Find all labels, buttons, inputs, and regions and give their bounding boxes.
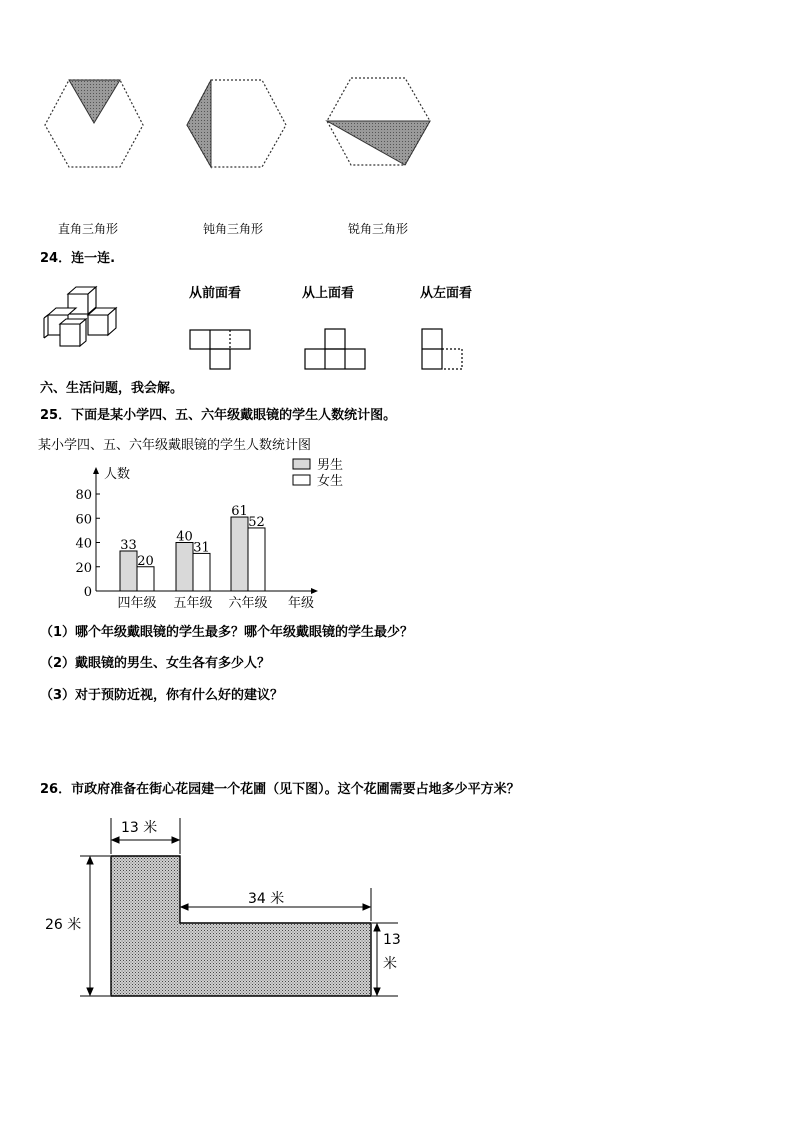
legend-label: 男生 [317,458,344,473]
q24-title: 24．连一连. [40,251,116,266]
bar [120,551,137,591]
hexagon-label-acute: 锐角三角形 [348,222,409,236]
dim-top-label: 13 米 [121,820,158,836]
x-axis-title: 年级 [288,596,315,611]
bar-value-label: 61 [231,504,248,520]
bar [231,517,248,591]
bar-value-label: 52 [248,514,265,530]
dim-34-label: 34 米 [248,891,285,907]
chart-title: 某小学四、五、六年级戴眼镜的学生人数统计图 [38,438,312,453]
flower-bed-figure [0,810,420,1010]
legend-swatch [293,475,310,485]
y-tick-label: 80 [75,488,92,503]
bar-value-label: 33 [120,537,137,553]
bar-value-label: 31 [193,540,210,556]
x-tick-label: 四年级 [117,596,157,611]
q25-question-3: （3）对于预防近视，你有什么好的建议？ [40,688,284,703]
x-tick-label: 六年级 [228,596,268,611]
dim-right-number: 13 [383,932,401,948]
y-axis-arrow [93,467,99,474]
q26-title: 26．市政府准备在街心花园建一个花圃（见下图）。这个花圃需要占地多少平方米？ [40,782,520,797]
bar [137,567,154,591]
section6-title: 六、生活问题，我会解。 [40,381,184,396]
bar [193,553,210,591]
y-tick-label: 40 [75,536,92,552]
bar-value-label: 40 [176,529,193,545]
q25-question-1: （1）哪个年级戴眼镜的学生最多？哪个年级戴眼镜的学生最少？ [40,625,414,640]
hexagon-obtuse-triangle [187,80,286,167]
legend-swatch [293,459,310,469]
view-front-label: 从前面看 [189,286,242,301]
q25-question-2: （2）戴眼镜的男生、女生各有多少人？ [40,656,271,671]
y-tick-label: 60 [75,512,92,528]
bar [248,528,265,591]
bar-chart [60,450,360,615]
y-tick-label: 0 [83,585,92,600]
bar [176,543,193,592]
view-left-label: 从左面看 [420,286,473,301]
bar-value-label: 20 [137,553,154,569]
y-tick-label: 20 [75,560,92,576]
hexagon-label-obtuse: 钝角三角形 [203,222,264,236]
hexagon-label-right: 直角三角形 [58,222,119,236]
hexagon-right-triangle [45,80,143,167]
x-axis-arrow [311,588,318,594]
legend-label: 女生 [317,474,344,489]
cube-stack [40,282,130,354]
view-shapes [180,320,480,375]
x-tick-label: 五年级 [173,596,213,611]
view-top-label: 从上面看 [302,286,355,301]
q25-title: 25．下面是某小学四、五、六年级戴眼镜的学生人数统计图。 [40,408,397,423]
y-axis-title: 人数 [104,467,131,482]
dim-right-unit: 米 [383,956,397,972]
hexagon-figures [0,0,794,250]
hexagon-acute-triangle [327,78,430,165]
dim-left-label: 26 米 [45,917,82,933]
